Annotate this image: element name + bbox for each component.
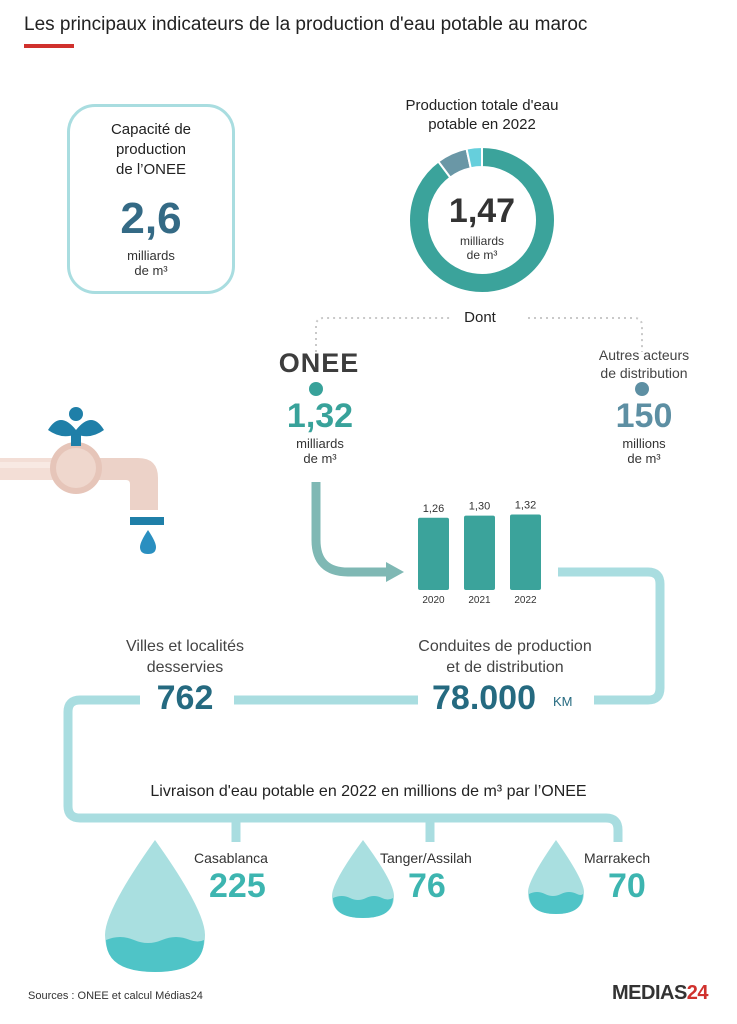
production-unit-line: milliards	[459, 234, 504, 248]
drop-marrakech-icon	[526, 840, 586, 916]
conduites-unit: KM	[553, 694, 573, 709]
villes-value: 762	[156, 679, 214, 717]
conduites-label-line: Conduites de production	[418, 638, 592, 655]
city-value-marrakech: 70	[608, 867, 646, 905]
bar-value-label: 1,26	[422, 502, 445, 515]
capacity-title-line: production	[115, 141, 187, 158]
villes-label-line: Villes et localités	[126, 638, 244, 655]
onee-arrow-path	[316, 482, 388, 572]
bar-category-label: 2022	[514, 595, 537, 606]
conduites-label	[380, 636, 630, 678]
bar-2021	[464, 516, 495, 590]
city-value-casablanca: 225	[209, 867, 266, 905]
bar-2022	[510, 514, 541, 590]
page-title: Les principaux indicateurs de la production d'eau potable au maroc	[24, 14, 588, 35]
onee-value: 1,32	[286, 397, 354, 435]
city-name-casablanca: Casablanca	[194, 850, 268, 866]
production-unit	[410, 234, 554, 262]
onee-logo: ONEE	[278, 348, 360, 378]
bar-category-label: 2021	[468, 595, 491, 606]
faucet-icon	[0, 400, 175, 560]
logo-number: 24	[686, 982, 709, 1004]
others-unit-line: de m³	[627, 451, 661, 466]
production-title-line: Production totale d'eau	[405, 97, 559, 114]
capacity-title	[67, 120, 235, 180]
capacity-value: 2,6	[120, 194, 182, 243]
city-name-tanger: Tanger/Assilah	[380, 850, 472, 866]
villes-label-line: desservies	[146, 659, 224, 676]
others-title-line: Autres acteurs	[598, 347, 690, 363]
villes-label	[90, 636, 280, 678]
bar-value-label: 1,30	[468, 500, 491, 513]
capacity-unit-line: de m³	[134, 263, 168, 278]
production-title-line: potable en 2022	[428, 116, 536, 133]
bar-value-label: 1,32	[514, 499, 537, 512]
bar-category-label: 2020	[422, 595, 445, 606]
bar-2020	[418, 518, 449, 590]
onee-arrow-head	[386, 562, 404, 582]
livraison-title: Livraison d'eau potable en 2022 en millions de m³ par l’ONEE	[150, 783, 587, 800]
conduites-value: 78.000	[432, 679, 536, 717]
conduites-label-line: et de distribution	[446, 659, 564, 676]
medias24-logo	[612, 982, 708, 1005]
others-dot	[635, 382, 649, 396]
dont-label: Dont	[464, 309, 496, 326]
onee-unit-line: milliards	[296, 436, 344, 451]
others-unit-line: millions	[622, 436, 666, 451]
others-unit	[594, 436, 694, 466]
capacity-unit-line: milliards	[127, 248, 175, 263]
city-value-tanger: 76	[408, 867, 446, 905]
production-unit-line: de m³	[466, 248, 498, 262]
sources-note: Sources : ONEE et calcul Médias24	[28, 990, 203, 1002]
onee-bar-chart	[412, 492, 552, 610]
others-title-line: de distribution	[600, 365, 688, 381]
onee-unit-line: de m³	[303, 451, 337, 466]
dotted-connector-left	[316, 318, 452, 352]
others-value: 150	[615, 397, 673, 435]
production-title	[370, 96, 594, 134]
capacity-title-line: Capacité de	[110, 121, 192, 138]
capacity-title-line: de l’ONEE	[115, 161, 187, 178]
city-name-marrakech: Marrakech	[584, 850, 651, 866]
production-value: 1,47	[448, 192, 516, 230]
capacity-unit	[67, 248, 235, 278]
others-title	[574, 346, 714, 382]
onee-unit	[270, 436, 370, 466]
logo-text: MEDIAS	[612, 982, 687, 1004]
onee-dot	[309, 382, 323, 396]
pipe-bottom	[68, 700, 618, 842]
